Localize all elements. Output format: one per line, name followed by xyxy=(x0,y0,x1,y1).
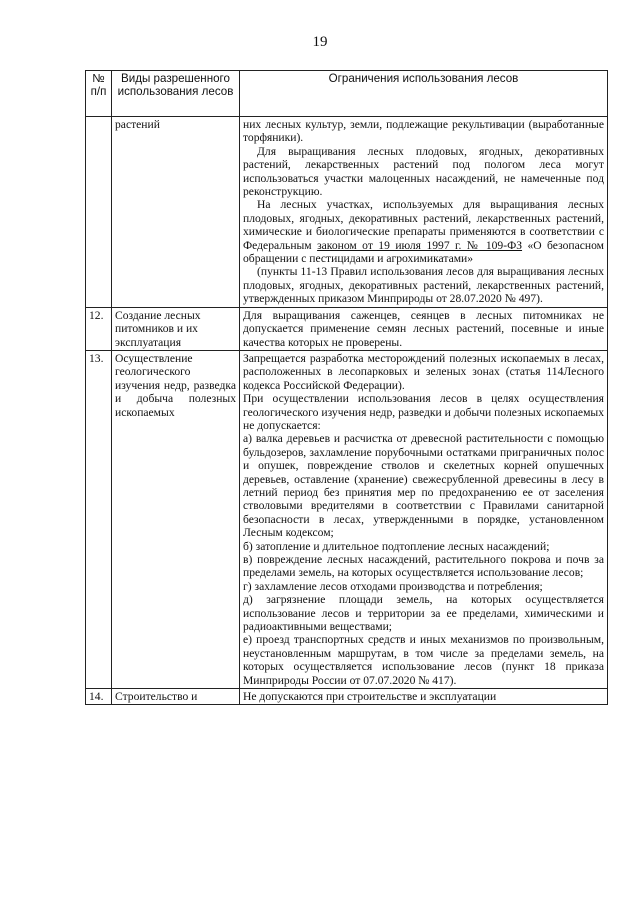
row-12-type: Создание лесных питомников и их эксплуатация xyxy=(112,307,240,350)
row-cont-type: растений xyxy=(112,117,240,308)
row-12-text: Для выращивания саженцев, сеянцев в лесных питомниках не допускается применение семян лесных растений, посевные и иные качества которых не проверены. xyxy=(243,308,604,349)
row-cont-p3-b: «О безопасном обращении с пестицидами и агрохимикатами» xyxy=(243,238,605,266)
row-13-item-a: а) валка деревьев и расчистка от древесной растительности с помощью бульдозеров, захламление порубочными остатками приграничных полос и опушек, повреждение стволов и скелетных корней опушечных деревьев, оставление (хранение) свежесрубленной древесины в лесу в летний период без принятия мер по предохранению ее от заселения стволовыми вредителями в соответствии с Правилами санитарной безопасности в лесах, утвержденными в порядке, установленном Лесным кодексом; xyxy=(243,432,604,540)
row-13-num: 13. xyxy=(86,350,112,688)
row-cont-p2: Для выращивания лесных плодовых, ягодных, декоративных растений, лекарственных растений под пологом леса могут использоваться участки малоценных насаждений, не намеченные под реконструкцию. xyxy=(243,144,604,199)
row-13-item-v: в) повреждение лесных насаждений, растительного покрова и почв за пределами земель, на которых осуществляется использование лесов; xyxy=(243,553,604,580)
row-13-p2: При осуществлении использования лесов в целях осуществления геологического изучения недр, разведки и добычи полезных ископаемых не допускается: xyxy=(243,392,604,432)
row-13-p1: Запрещается разработка месторождений полезных ископаемых в лесах, расположенных в лесопарковых и зеленых зонах (статья 114Лесного кодекса Российской Федерации). xyxy=(243,351,604,392)
row-13-item-g: г) захламление лесов отходами производства и потребления; xyxy=(243,579,543,593)
row-12-num: 12. xyxy=(86,307,112,350)
header-limitations: Ограничения использования лесов xyxy=(240,71,608,117)
row-cont-p3 xyxy=(243,198,604,265)
forest-use-table xyxy=(85,70,608,705)
table-row-12 xyxy=(86,307,608,350)
row-14-limitations xyxy=(240,689,608,705)
row-14-num: 14. xyxy=(86,689,112,705)
row-cont-p3-a: На лесных участках, используемых для выращивания лесных плодовых, ягодных, декоративных растений, лекарственных растений, химические и биологические препараты применяются в соответствии с Федеральным xyxy=(243,198,604,252)
table-header-row xyxy=(86,71,608,117)
row-cont-num xyxy=(86,117,112,308)
page-number: 19 xyxy=(312,34,328,50)
table-row-13 xyxy=(86,350,608,688)
header-use-type: Виды разрешенного использования лесов xyxy=(112,71,240,117)
row-12-limitations xyxy=(240,307,608,350)
row-13-item-d: д) загрязнение площади земель, на которых осуществляется использование лесов и территории за ее пределами, химическими и радиоактивными веществами; xyxy=(243,593,604,634)
row-13-type: Осуществление геологического изучения недр, разведка и добыча полезных ископаемых xyxy=(112,350,240,688)
table-row-14 xyxy=(86,689,608,705)
row-13-item-e: е) проезд транспортных средств и иных механизмов по произвольным, неустановленным маршрутам, в том числе за пределами земель, на которых осуществляется использование лесов (пункт 18 приказа Минприроды России от 07.07.2020 № 417). xyxy=(243,633,604,687)
row-14-type: Строительство и xyxy=(112,689,240,705)
law-link[interactable]: законом от 19 июля 1997 г. № 109-ФЗ xyxy=(317,238,523,252)
table-row-continued xyxy=(86,117,608,308)
header-num: № п/п xyxy=(86,71,112,117)
row-cont-p1: них лесных культур, земли, подлежащие рекультивации (выработанные торфяники). xyxy=(243,118,604,145)
row-cont-limitations xyxy=(240,117,608,308)
row-13-item-b: б) затопление и длительное подтопление лесных насаждений; xyxy=(243,539,550,553)
row-13-limitations xyxy=(240,350,608,688)
row-14-text: Не допускаются при строительстве и эксплуатации xyxy=(243,690,497,704)
row-cont-p4: (пункты 11-13 Правил использования лесов для выращивания лесных плодовых, ягодных, декоративных растений, лекарственных растений, утвержденных приказом Минприроды от 28.07.2020 № 497). xyxy=(243,265,604,306)
